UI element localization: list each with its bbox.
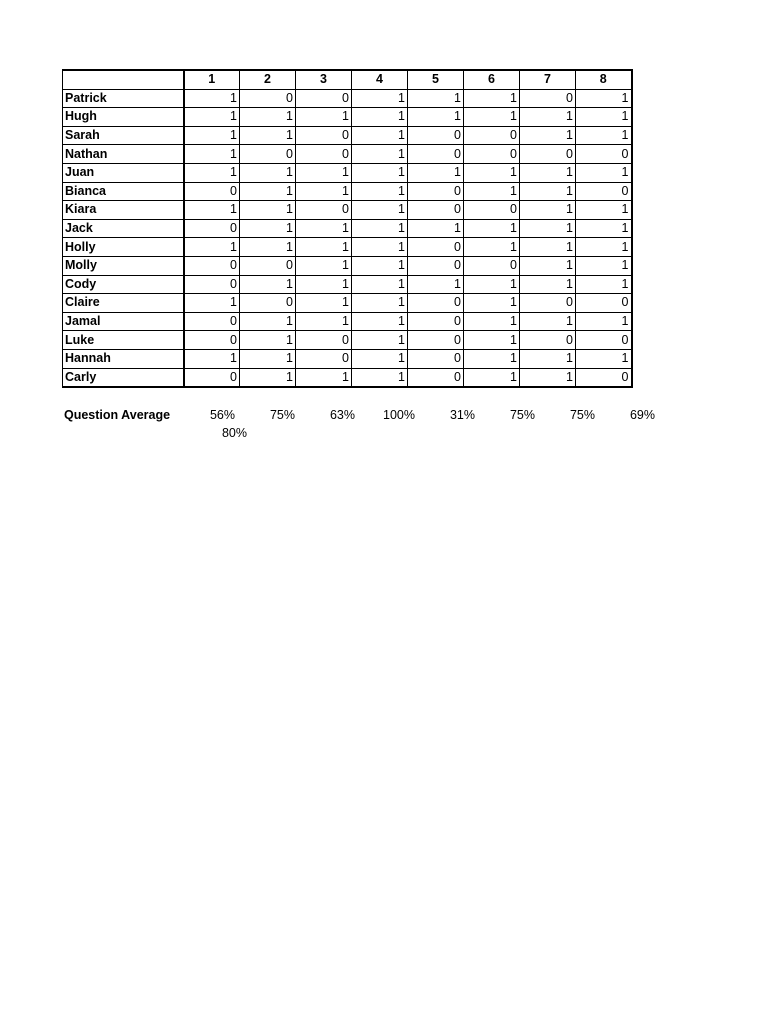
score-cell[interactable]: 1 bbox=[184, 163, 240, 182]
score-cell[interactable]: 1 bbox=[184, 238, 240, 257]
score-cell[interactable]: 1 bbox=[184, 201, 240, 220]
score-cell[interactable]: 0 bbox=[408, 182, 464, 201]
table-row bbox=[63, 349, 632, 368]
table-row bbox=[63, 294, 632, 313]
score-cell[interactable]: 1 bbox=[184, 294, 240, 313]
extra-average-value: 80% bbox=[221, 426, 247, 440]
score-cell[interactable]: 1 bbox=[520, 182, 576, 201]
score-cell[interactable]: 1 bbox=[240, 126, 296, 145]
score-cell[interactable]: 1 bbox=[296, 275, 352, 294]
score-cell[interactable]: 1 bbox=[576, 275, 632, 294]
column-header-3[interactable]: 3 bbox=[296, 70, 352, 89]
score-cell[interactable]: 0 bbox=[576, 182, 632, 201]
student-name-cell[interactable]: Hannah bbox=[63, 349, 184, 368]
score-cell[interactable]: 0 bbox=[296, 89, 352, 108]
score-cell[interactable]: 0 bbox=[408, 368, 464, 387]
table-row bbox=[63, 238, 632, 257]
score-cell[interactable]: 0 bbox=[184, 331, 240, 350]
score-cell[interactable]: 1 bbox=[184, 349, 240, 368]
score-cell[interactable]: 0 bbox=[520, 89, 576, 108]
score-cell[interactable]: 1 bbox=[296, 238, 352, 257]
score-cell[interactable]: 1 bbox=[520, 275, 576, 294]
table-row bbox=[63, 331, 632, 350]
question-average-value-7: 75% bbox=[569, 408, 595, 422]
column-header-7[interactable]: 7 bbox=[520, 70, 576, 89]
table-row bbox=[63, 182, 632, 201]
score-cell[interactable]: 1 bbox=[576, 256, 632, 275]
student-name-cell[interactable]: Claire bbox=[63, 294, 184, 313]
score-cell[interactable]: 0 bbox=[184, 256, 240, 275]
column-header-5[interactable]: 5 bbox=[408, 70, 464, 89]
score-cell[interactable]: 1 bbox=[520, 238, 576, 257]
score-cell[interactable]: 1 bbox=[352, 145, 408, 164]
score-cell[interactable]: 0 bbox=[464, 256, 520, 275]
score-cell[interactable]: 0 bbox=[240, 256, 296, 275]
score-cell[interactable]: 0 bbox=[576, 294, 632, 313]
student-name-cell[interactable]: Molly bbox=[63, 256, 184, 275]
score-cell[interactable]: 0 bbox=[576, 368, 632, 387]
score-cell[interactable]: 0 bbox=[520, 294, 576, 313]
score-cell[interactable]: 1 bbox=[184, 126, 240, 145]
score-cell[interactable]: 1 bbox=[464, 275, 520, 294]
column-header-1[interactable]: 1 bbox=[184, 70, 240, 89]
table-body bbox=[63, 89, 632, 387]
score-cell[interactable]: 0 bbox=[576, 145, 632, 164]
score-cell[interactable]: 0 bbox=[408, 145, 464, 164]
score-cell[interactable]: 1 bbox=[520, 349, 576, 368]
score-cell[interactable]: 0 bbox=[408, 256, 464, 275]
score-cell[interactable]: 1 bbox=[576, 349, 632, 368]
student-name-cell[interactable]: Hugh bbox=[63, 108, 184, 127]
score-cell[interactable]: 1 bbox=[464, 238, 520, 257]
score-cell[interactable]: 1 bbox=[352, 89, 408, 108]
table-row bbox=[63, 145, 632, 164]
student-name-cell[interactable]: Jamal bbox=[63, 312, 184, 331]
score-cell[interactable]: 1 bbox=[240, 219, 296, 238]
score-cell[interactable]: 1 bbox=[408, 219, 464, 238]
table-row bbox=[63, 219, 632, 238]
table-row bbox=[63, 275, 632, 294]
question-average-value-2: 75% bbox=[269, 408, 295, 422]
score-cell[interactable]: 1 bbox=[352, 312, 408, 331]
score-cell[interactable]: 1 bbox=[464, 89, 520, 108]
score-cell[interactable]: 1 bbox=[352, 275, 408, 294]
score-cell[interactable]: 1 bbox=[352, 108, 408, 127]
question-average-value-6: 75% bbox=[509, 408, 535, 422]
score-cell[interactable]: 0 bbox=[408, 238, 464, 257]
score-cell[interactable]: 1 bbox=[520, 256, 576, 275]
score-cell[interactable]: 0 bbox=[184, 368, 240, 387]
student-name-cell[interactable]: Bianca bbox=[63, 182, 184, 201]
score-cell[interactable]: 0 bbox=[296, 126, 352, 145]
question-average-value-8: 69% bbox=[629, 408, 655, 422]
score-cell[interactable]: 1 bbox=[296, 219, 352, 238]
question-average-value-4: 100% bbox=[383, 408, 415, 422]
score-cell[interactable]: 1 bbox=[352, 219, 408, 238]
score-cell[interactable]: 1 bbox=[352, 126, 408, 145]
score-cell[interactable]: 1 bbox=[240, 108, 296, 127]
question-average-value-1: 56% bbox=[209, 408, 235, 422]
score-cell[interactable]: 0 bbox=[408, 349, 464, 368]
score-cell[interactable]: 1 bbox=[240, 275, 296, 294]
score-cell[interactable]: 0 bbox=[184, 312, 240, 331]
score-cell[interactable]: 1 bbox=[576, 238, 632, 257]
student-name-cell[interactable]: Patrick bbox=[63, 89, 184, 108]
score-cell[interactable]: 1 bbox=[464, 163, 520, 182]
score-cell[interactable]: 1 bbox=[408, 163, 464, 182]
score-cell[interactable]: 1 bbox=[464, 108, 520, 127]
score-cell[interactable]: 1 bbox=[352, 349, 408, 368]
score-cell[interactable]: 1 bbox=[576, 89, 632, 108]
score-cell[interactable]: 1 bbox=[464, 294, 520, 313]
student-name-cell[interactable]: Juan bbox=[63, 163, 184, 182]
score-cell[interactable]: 1 bbox=[576, 108, 632, 127]
score-cell[interactable]: 1 bbox=[352, 163, 408, 182]
score-cell[interactable]: 1 bbox=[520, 108, 576, 127]
student-name-cell[interactable]: Nathan bbox=[63, 145, 184, 164]
score-cell[interactable]: 0 bbox=[408, 312, 464, 331]
score-cell[interactable]: 1 bbox=[296, 163, 352, 182]
score-cell[interactable]: 0 bbox=[408, 294, 464, 313]
score-cell[interactable]: 1 bbox=[408, 89, 464, 108]
score-cell[interactable]: 1 bbox=[576, 201, 632, 220]
column-header-6[interactable]: 6 bbox=[464, 70, 520, 89]
score-cell[interactable]: 1 bbox=[464, 312, 520, 331]
score-cell[interactable]: 1 bbox=[464, 349, 520, 368]
corner-cell[interactable] bbox=[63, 70, 184, 89]
score-cell[interactable]: 0 bbox=[184, 219, 240, 238]
question-average-value-3: 63% bbox=[329, 408, 355, 422]
score-cell[interactable]: 1 bbox=[184, 145, 240, 164]
question-average-label: Question Average bbox=[64, 408, 171, 422]
score-cell[interactable]: 1 bbox=[408, 275, 464, 294]
table-row bbox=[63, 201, 632, 220]
table-row bbox=[63, 312, 632, 331]
score-cell[interactable]: 0 bbox=[296, 145, 352, 164]
table-row bbox=[63, 256, 632, 275]
score-cell[interactable]: 1 bbox=[576, 163, 632, 182]
score-cell[interactable]: 0 bbox=[408, 126, 464, 145]
table-row bbox=[63, 108, 632, 127]
score-cell[interactable]: 1 bbox=[296, 294, 352, 313]
score-cell[interactable]: 0 bbox=[464, 201, 520, 220]
score-cell[interactable]: 1 bbox=[240, 349, 296, 368]
score-cell[interactable]: 1 bbox=[520, 368, 576, 387]
score-cell[interactable]: 0 bbox=[520, 145, 576, 164]
score-cell[interactable]: 1 bbox=[296, 108, 352, 127]
score-cell[interactable]: 1 bbox=[576, 126, 632, 145]
score-cell[interactable]: 0 bbox=[408, 201, 464, 220]
score-cell[interactable]: 0 bbox=[184, 182, 240, 201]
score-cell[interactable]: 1 bbox=[240, 163, 296, 182]
student-name-cell[interactable]: Cody bbox=[63, 275, 184, 294]
score-cell[interactable]: 0 bbox=[240, 145, 296, 164]
student-name-cell[interactable]: Jack bbox=[63, 219, 184, 238]
score-cell[interactable]: 1 bbox=[352, 331, 408, 350]
score-cell[interactable]: 1 bbox=[520, 312, 576, 331]
score-cell[interactable]: 1 bbox=[296, 312, 352, 331]
question-average-value-5: 31% bbox=[449, 408, 475, 422]
column-header-2[interactable]: 2 bbox=[240, 70, 296, 89]
score-cell[interactable]: 1 bbox=[296, 256, 352, 275]
score-cell[interactable]: 0 bbox=[464, 126, 520, 145]
score-cell[interactable]: 1 bbox=[520, 219, 576, 238]
score-cell[interactable]: 1 bbox=[520, 126, 576, 145]
score-cell[interactable]: 0 bbox=[576, 331, 632, 350]
header-row bbox=[63, 70, 632, 89]
score-cell[interactable]: 0 bbox=[296, 349, 352, 368]
score-cell[interactable]: 1 bbox=[352, 201, 408, 220]
score-cell[interactable]: 1 bbox=[352, 256, 408, 275]
score-cell[interactable]: 1 bbox=[576, 312, 632, 331]
column-header-8[interactable]: 8 bbox=[576, 70, 632, 89]
table-row bbox=[63, 126, 632, 145]
score-cell[interactable]: 1 bbox=[352, 294, 408, 313]
score-cell[interactable]: 1 bbox=[240, 238, 296, 257]
score-cell[interactable]: 0 bbox=[296, 201, 352, 220]
student-name-cell[interactable]: Carly bbox=[63, 368, 184, 387]
score-cell[interactable]: 1 bbox=[408, 108, 464, 127]
table-row bbox=[63, 163, 632, 182]
student-name-cell[interactable]: Luke bbox=[63, 331, 184, 350]
score-cell[interactable]: 1 bbox=[184, 108, 240, 127]
student-name-cell[interactable]: Sarah bbox=[63, 126, 184, 145]
score-cell[interactable]: 1 bbox=[240, 368, 296, 387]
score-cell[interactable]: 0 bbox=[408, 331, 464, 350]
score-table bbox=[62, 69, 633, 388]
score-cell[interactable]: 1 bbox=[464, 219, 520, 238]
score-cell[interactable]: 1 bbox=[184, 89, 240, 108]
score-cell[interactable]: 1 bbox=[296, 182, 352, 201]
score-cell[interactable]: 1 bbox=[520, 163, 576, 182]
score-cell[interactable]: 0 bbox=[464, 145, 520, 164]
score-cell[interactable]: 1 bbox=[464, 368, 520, 387]
score-cell[interactable]: 1 bbox=[240, 182, 296, 201]
score-cell[interactable]: 0 bbox=[240, 294, 296, 313]
student-name-cell[interactable]: Kiara bbox=[63, 201, 184, 220]
score-cell[interactable]: 1 bbox=[352, 238, 408, 257]
score-cell[interactable]: 1 bbox=[352, 368, 408, 387]
score-cell[interactable]: 1 bbox=[296, 368, 352, 387]
score-cell[interactable]: 0 bbox=[240, 89, 296, 108]
table-row bbox=[63, 368, 632, 387]
score-cell[interactable]: 1 bbox=[464, 331, 520, 350]
table-row bbox=[63, 89, 632, 108]
student-name-cell[interactable]: Holly bbox=[63, 238, 184, 257]
score-cell[interactable]: 0 bbox=[184, 275, 240, 294]
score-cell[interactable]: 1 bbox=[352, 182, 408, 201]
score-cell[interactable]: 1 bbox=[576, 219, 632, 238]
score-cell[interactable]: 1 bbox=[520, 201, 576, 220]
score-cell[interactable]: 1 bbox=[240, 201, 296, 220]
score-cell[interactable]: 1 bbox=[240, 312, 296, 331]
column-header-4[interactable]: 4 bbox=[352, 70, 408, 89]
score-cell[interactable]: 1 bbox=[240, 331, 296, 350]
score-cell[interactable]: 1 bbox=[464, 182, 520, 201]
score-cell[interactable]: 0 bbox=[520, 331, 576, 350]
score-cell[interactable]: 0 bbox=[296, 331, 352, 350]
